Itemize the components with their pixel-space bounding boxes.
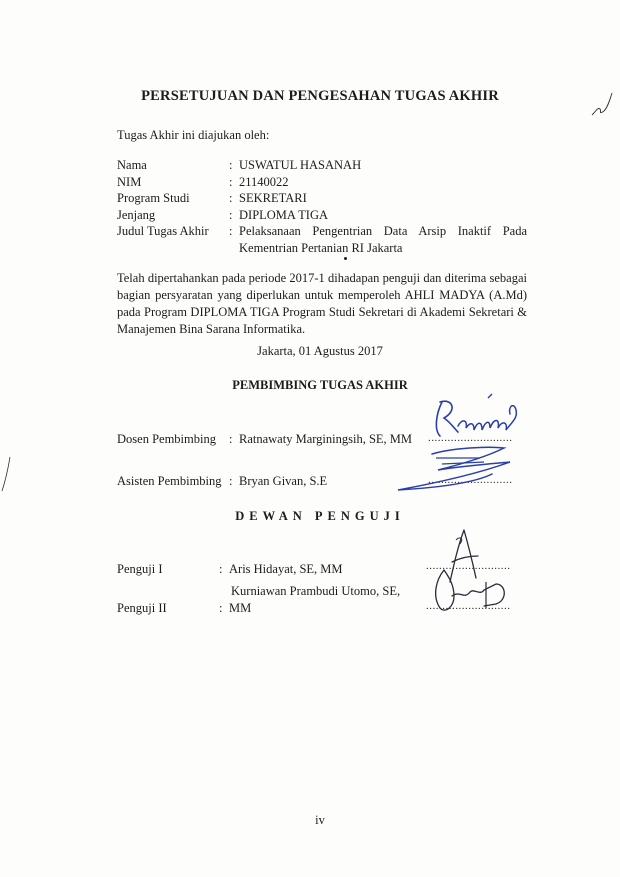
asisten-name: Bryan Givan, S.E [239,474,328,488]
dewan-penguji-title: DEWAN PENGUJI [235,509,405,523]
info-label: Nama [117,158,147,172]
info-label: Judul Tugas Akhir [117,224,209,238]
info-value: USWATUL HASANAH [239,158,362,172]
info-colon: : [229,158,233,172]
info-label: NIM [117,174,142,189]
penguji-2-signature-icon [426,566,516,616]
info-colon: : [229,224,233,238]
penguji-2-name-line1: Kurniawan Prambudi Utomo, SE, [231,584,401,598]
intro-text: Tugas Akhir ini diajukan oleh: [117,128,270,142]
margin-mark-icon [588,85,618,125]
info-label: Jenjang [117,207,156,222]
asisten-signature-line: .......................... [428,474,513,486]
asisten-pembimbing-row [117,474,327,489]
dosen-colon: : [229,432,233,446]
penguji-1-signature-line: .......................... [426,560,511,572]
page-title: PERSETUJUAN DAN PENGESAHAN TUGAS AKHIR [141,88,499,104]
info-row-judul [117,223,527,256]
margin-mark-icon [0,455,14,495]
info-colon: : [229,207,233,222]
info-value: SEKRETARI [239,191,307,205]
penguji-1-row [117,561,343,578]
penguji-2-label: Penguji II [117,601,167,615]
asisten-label: Asisten Pembimbing [117,474,222,488]
info-value: DIPLOMA TIGA [239,207,329,222]
info-value: Pelaksanaan Pengentrian Data Arsip Inaktif Pada Kementrian Pertanian RI Jakarta [239,224,527,255]
dosen-name: Ratnawaty Marginingsih, SE, MM [239,432,413,446]
pembimbing-title: PEMBIMBING TUGAS AKHIR [232,378,408,392]
info-row-nim [117,174,527,191]
page-number: iv [315,813,325,827]
ink-dot [344,257,347,260]
info-label: Program Studi [117,191,190,205]
info-colon: : [229,191,233,205]
penguji-2-row [117,600,251,617]
penguji-1-name: Aris Hidayat, SE, MM [229,562,343,576]
asisten-colon: : [229,474,233,488]
info-value: 21140022 [239,174,289,189]
student-info [117,157,527,256]
dosen-signature-icon [428,392,528,452]
info-row-program-studi [117,190,527,207]
penguji-2-signature-line: .......................... [426,600,511,612]
info-row-jenjang [117,207,527,224]
dosen-signature-line: .......................... [428,432,513,444]
penguji-2-colon: : [219,601,223,615]
dosen-label: Dosen Pembimbing [117,432,216,446]
approval-paragraph: Telah dipertahankan pada periode 2017-1 dihadapan penguji dan diterima sebagai bagian persyaratan yang diperlukan untuk memperoleh AHLI MADYA (A.Md) pada Program DIPLOMA TIGA Program Studi Sekretari di Akademi Sekretari & Manajemen Bina Sarana Informatika. [117,271,527,336]
info-row-nama [117,157,527,174]
penguji-2-name-line2: MM [229,601,252,615]
penguji-1-colon: : [219,562,223,576]
info-colon: : [229,174,233,189]
penguji-1-label: Penguji I [117,562,163,576]
asisten-signature-icon [392,444,522,494]
date-line: Jakarta, 01 Agustus 2017 [257,344,383,358]
dosen-pembimbing-row [117,432,412,447]
